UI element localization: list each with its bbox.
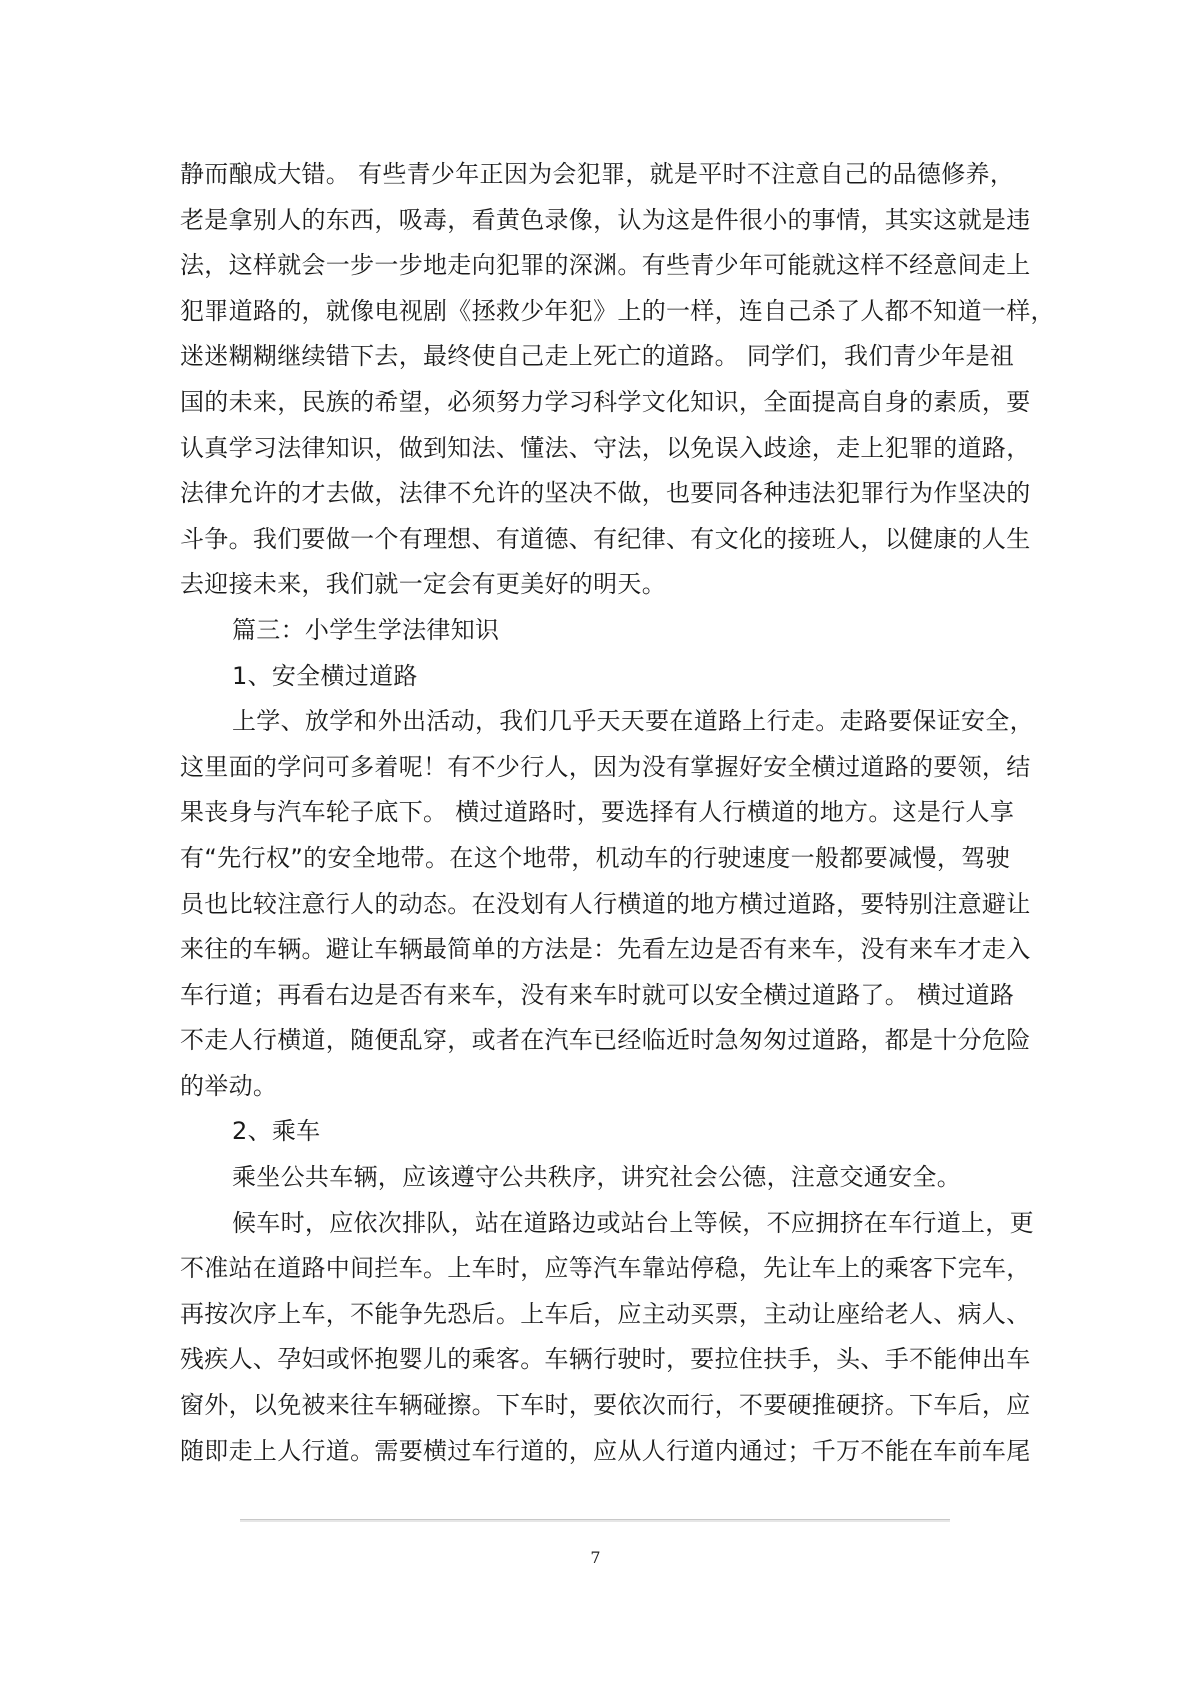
text-line: 法，这样就会一步一步地走向犯罪的深渊。有些青少年可能就这样不经意间走上 — [180, 251, 1031, 280]
text-line: 法律允许的才去做，法律不允许的坚决不做，也要同各种违法犯罪行为作坚决的 — [180, 479, 1031, 508]
text-line: 窗外，以免被来往车辆碰擦。下车时，要依次而行，不要硬推硬挤。下车后，应 — [180, 1391, 1031, 1420]
section-heading: 篇三：小学生学法律知识 — [232, 615, 500, 644]
text-line: 静而酿成大错。 有些青少年正因为会犯罪，就是平时不注意自己的品德修养， — [180, 160, 1015, 188]
text-line: 老是拿别人的东西，吸毒，看黄色录像，认为这是件很小的事情，其实这就是违 — [180, 205, 1031, 234]
text-line: 的举动。 — [180, 1071, 278, 1100]
text-line: 车行道；再看右边是否有来车，没有来车时就可以安全横过道路了。 横过道路 — [180, 980, 1015, 1009]
subsection-heading: 1、安全横过道路 — [232, 661, 418, 690]
text-line: 乘坐公共车辆，应该遵守公共秩序，讲究社会公德，注意交通安全。 — [232, 1163, 961, 1192]
text-line: 随即走上人行道。需要横过车行道的，应从人行道内通过；千万不能在车前车尾 — [180, 1436, 1031, 1465]
text-line: 去迎接未来，我们就一定会有更美好的明天。 — [180, 570, 666, 599]
text-line: 犯罪道路的，就像电视剧《拯救少年犯》上的一样，连自己杀了人都不知道一样， — [180, 296, 1055, 325]
text-line: 来往的车辆。避让车辆最简单的方法是：先看左边是否有来车，没有来车才走入 — [180, 935, 1031, 964]
text-line: 再按次序上车，不能争先恐后。上车后，应主动买票，主动让座给老人、病人、 — [180, 1299, 1031, 1328]
text-line: 不走人行横道，随便乱穿，或者在汽车已经临近时急匆匆过道路，都是十分危险 — [180, 1026, 1031, 1055]
page-number: 7 — [590, 1548, 601, 1567]
text-line: 员也比较注意行人的动态。在没划有人行横道的地方横过道路，要特别注意避让 — [180, 889, 1031, 918]
text-line: 斗争。我们要做一个有理想、有道德、有纪律、有文化的接班人，以健康的人生 — [180, 524, 1031, 553]
text-line: 果丧身与汽车轮子底下。 横过道路时，要选择有人行横道的地方。这是行人享 — [180, 798, 1015, 827]
text-line: 有“先行权”的安全地带。在这个地带，机动车的行驶速度一般都要减慢，驾驶 — [180, 843, 1010, 872]
text-line: 残疾人、孕妇或怀抱婴儿的乘客。车辆行驶时，要拉住扶手，头、手不能伸出车 — [180, 1345, 1031, 1374]
text-line: 认真学习法律知识，做到知法、懂法、守法，以免误入歧途，走上犯罪的道路， — [180, 433, 1031, 462]
footer-divider — [240, 1519, 950, 1522]
text-line: 国的未来，民族的希望，必须努力学习科学文化知识，全面提高自身的素质，要 — [180, 387, 1031, 416]
text-line: 上学、放学和外出活动，我们几乎天天要在道路上行走。走路要保证安全， — [232, 707, 1034, 736]
text-line: 候车时，应依次排队，站在道路边或站台上等候，不应拥挤在车行道上，更 — [232, 1208, 1034, 1237]
text-line: 迷迷糊糊继续错下去，最终使自己走上死亡的道路。 同学们，我们青少年是祖 — [180, 342, 1015, 371]
text-line: 不准站在道路中间拦车。上车时，应等汽车靠站停稳，先让车上的乘客下完车， — [180, 1254, 1031, 1283]
subsection-heading: 2、乘车 — [232, 1117, 321, 1146]
document-body — [180, 152, 1055, 1474]
text-line: 这里面的学问可多着呢！有不少行人，因为没有掌握好安全横过道路的要领，结 — [180, 752, 1031, 781]
